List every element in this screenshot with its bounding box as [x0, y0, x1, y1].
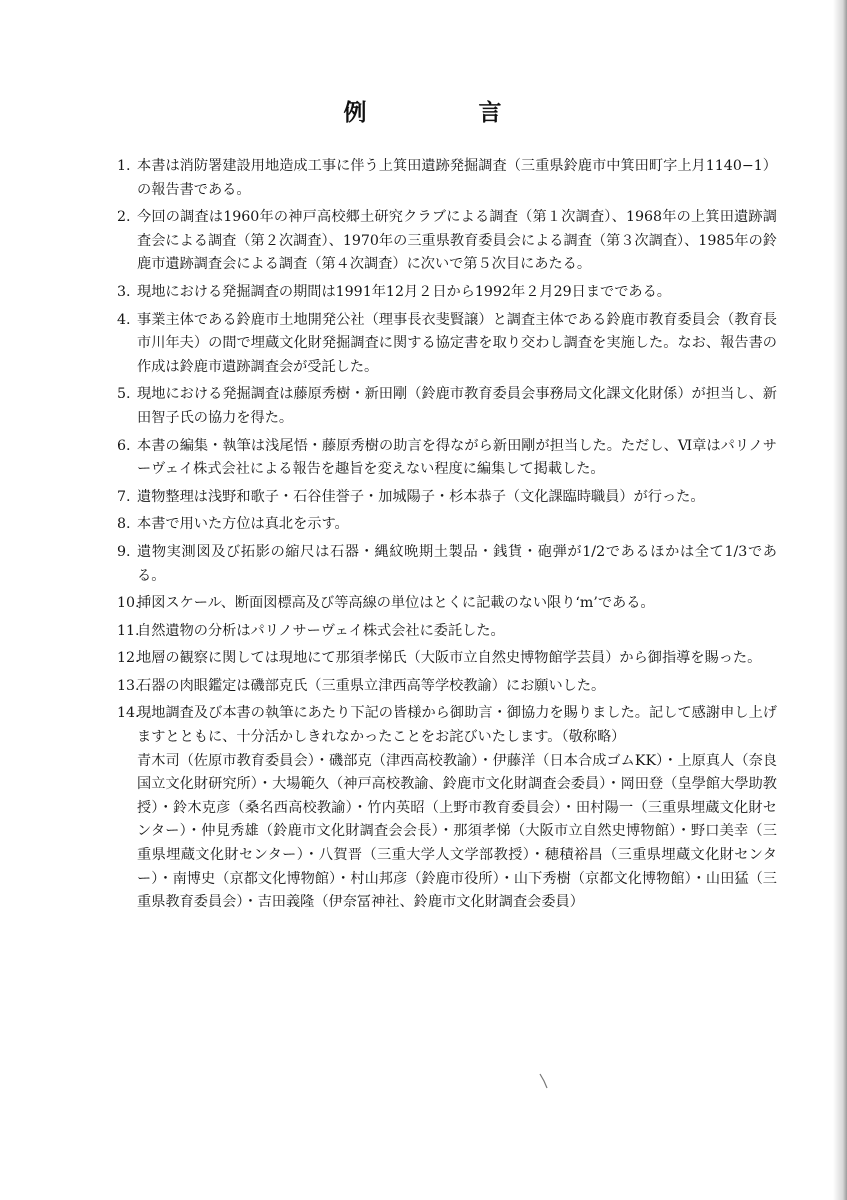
note-number: 4.: [117, 311, 131, 328]
note-item: [117, 383, 777, 430]
note-number: 11.: [117, 622, 140, 639]
note-text: 本書の編集・執筆は浅尾悟・藤原秀樹の助言を得ながら新田剛が担当した。ただし、Ⅵ章はパリノサーヴェイ株式会社による報告を趣旨を変えない程度に編集して掲載した。: [137, 437, 777, 478]
note-text: 今回の調査は1960年の神戸高校郷土研究クラブによる調査（第１次調査）、1968年の上箕田遺跡調査会による調査（第２次調査）、1970年の三重県教育委員会による調査（第３次調査）、1985年の鈴鹿市遺跡調査会による調査（第４次調査）に次いで第５次目にあたる。: [137, 209, 777, 273]
acknowledgement-list: 青木司（佐原市教育委員会）・磯部克（津西高校教諭）・伊藤洋（日本合成ゴムKK）・上原真人（奈良国立文化財研究所）・大場範久（神戸高校教諭、鈴鹿市文化財調査会委員）・岡田登（皇學館大學助教授）・鈴木克彦（桑名西高校教諭）・竹内英昭（上野市教育委員会）・田村陽一（三重県埋蔵文化財センター）・仲見秀雄（鈴鹿市文化財調査会会長）・那須孝悌（大阪市立自然史博物館）・野口美幸（三重県埋蔵文化財センター）・八賀晋（三重大学人文学部教授）・穂積裕昌（三重県埋蔵文化財センター）・南博史（京都文化博物館）・村山邦彦（鈴鹿市役所）・山下秀樹（京都文化博物館）・山田猛（三重県教育委員会）・吉田義隆（伊奈冨神社、鈴鹿市文化財調査会委員）: [137, 752, 777, 911]
note-number: 13.: [117, 677, 140, 694]
note-text: 事業主体である鈴鹿市土地開発公社（理事長衣斐賢譲）と調査主体である鈴鹿市教育委員会（教育長市川年夫）の間で埋蔵文化財発掘調査に関する協定書を取り交わし調査を実施した。なお、報告書の作成は鈴鹿市遺跡調査会が受託した。: [137, 311, 777, 375]
note-text: 挿図スケール、断面図標高及び等高線の単位はとくに記載のない限り‘m’である。: [137, 595, 655, 612]
note-item: [117, 620, 777, 644]
notes-list: [117, 155, 777, 919]
note-item: [117, 309, 777, 380]
note-item: [117, 155, 777, 202]
note-text: 本書で用いた方位は真北を示す。: [137, 516, 349, 533]
scan-mark: [538, 1072, 550, 1090]
note-text: 石器の肉眼鑑定は磯部克氏（三重県立津西高等学校教諭）にお願いした。: [137, 677, 606, 694]
note-text: 現地における発掘調査は藤原秀樹・新田剛（鈴鹿市教育委員会事務局文化課文化財係）が担当し、新田智子氏の協力を得た。: [137, 386, 777, 426]
note-number: 2.: [117, 209, 131, 226]
note-item: [117, 702, 777, 914]
note-item: [117, 592, 777, 616]
note-item: [117, 647, 777, 671]
note-number: 12.: [117, 650, 140, 667]
page-title: [0, 94, 847, 127]
note-text: 自然遺物の分析はパリノサーヴェイ株式会社に委託した。: [137, 622, 505, 639]
note-item: [117, 435, 777, 482]
note-item: [117, 281, 777, 305]
note-text: 遺物整理は浅野和歌子・石谷佳誉子・加城陽子・杉本恭子（文化課臨時職員）が行った。: [137, 488, 705, 505]
page-edge-shadow: [833, 0, 847, 1200]
note-number: 8.: [117, 516, 131, 533]
note-text: 遺物実測図及び拓影の縮尺は石器・縄紋晩期土製品・銭貨・砲弾が1/2であるほかは全て1/3である。: [137, 543, 777, 584]
title-char-1: 例: [343, 100, 369, 126]
note-number: 1.: [117, 158, 131, 174]
note-item: [117, 513, 777, 537]
note-number: 10.: [117, 595, 140, 612]
note-item: [117, 541, 777, 588]
note-item: [117, 675, 777, 699]
note-item: [117, 206, 777, 277]
note-number: 7.: [117, 488, 131, 505]
note-text: 現地調査及び本書の執筆にあたり下記の皆様から御助言・御協力を賜りました。記して感謝申し上げますとともに、十分活かしきれなかったことをお詫びいたします。（敬称略）: [137, 705, 777, 746]
note-number: 3.: [117, 283, 131, 300]
title-char-2: 言: [478, 100, 504, 126]
note-number: 6.: [117, 437, 131, 454]
note-text: 本書は消防署建設用地造成工事に伴う上箕田遺跡発掘調査（三重県鈴鹿市中箕田町字上月1140−1）の報告書である。: [137, 158, 777, 198]
note-text: 現地における発掘調査の期間は1991年12月２日から1992年２月29日までである。: [137, 283, 671, 300]
note-number: 14.: [117, 705, 140, 722]
note-text: 地層の観察に関しては現地にて那須孝悌氏（大阪市立自然史博物館学芸員）から御指導を賜った。: [137, 650, 762, 667]
note-number: 9.: [117, 543, 131, 560]
note-number: 5.: [117, 386, 131, 403]
note-item: [117, 486, 777, 510]
